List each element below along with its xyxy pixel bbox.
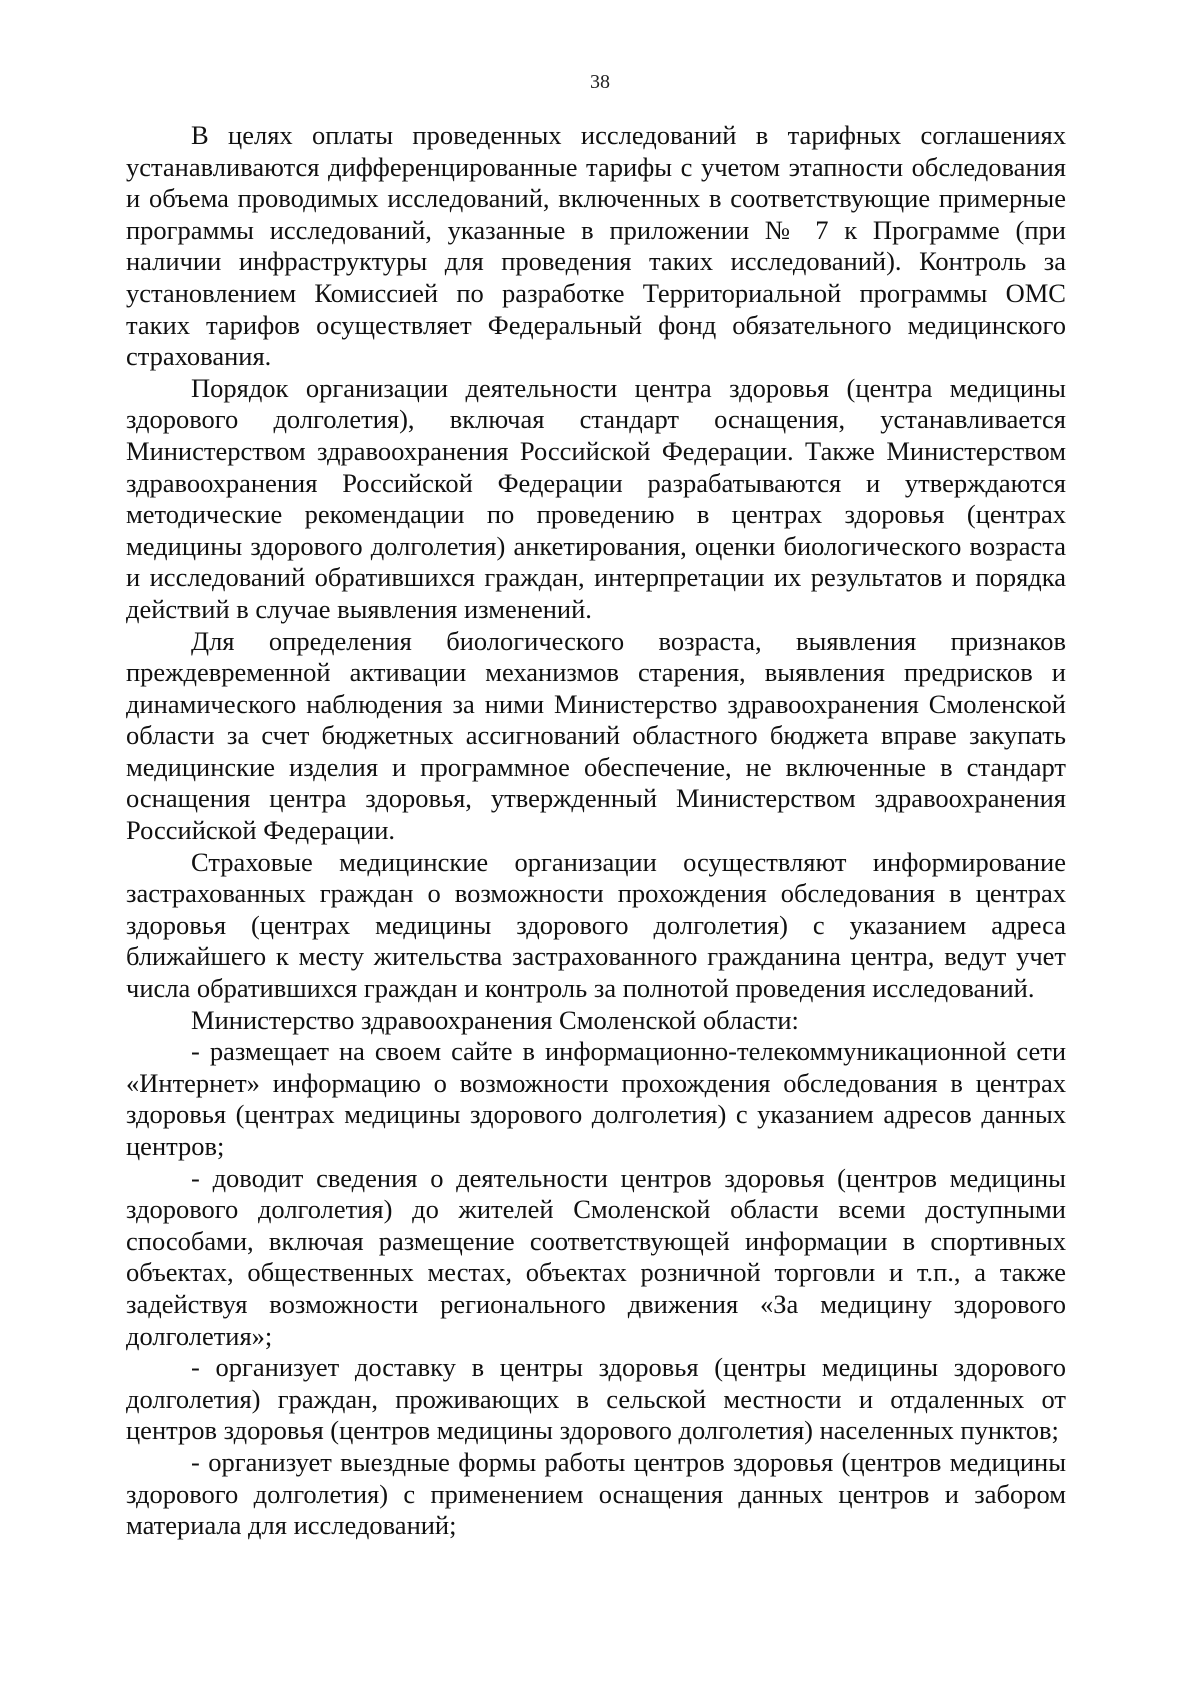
document-body [126,120,1066,1542]
paragraph-insurance-organizations: Страховые медицинские организации осуществляют информирование застрахованных граждан о возможности прохождения обследования в центрах здоровья (центрах медицины здорового долголетия) с указанием адреса ближайшего к месту жительства застрахованного гражданина центра, ведут учет числа обратившихся граждан и контроль за полнотой проведения исследований. [126,846,1066,1004]
page-number: 38 [590,71,610,93]
list-item: - организует выездные формы работы центров здоровья (центров медицины здорового долголетия) с применением оснащения данных центров и забором материала для исследований; [126,1446,1066,1541]
list-item: - организует доставку в центры здоровья (центры медицины здорового долголетия) граждан, проживающих в сельской местности и отдаленных от центров здоровья (центров медицины здорового долголетия) населенных пунктов; [126,1352,1066,1446]
paragraph-health-center-procedure: Порядок организации деятельности центра здоровья (центра медицины здорового долголетия), включая стандарт оснащения, устанавливается Министерством здравоохранения Российской Федерации. Также Министерством здравоохранения Российской Федерации разрабатываются и утверждаются методические рекомендации по проведению в центрах здоровья (центрах медицины здорового долголетия) анкетирования, оценки биологического возраста и исследований обратившихся граждан, интерпретации их результатов и порядка действий в случае выявления изменений. [126,372,1066,624]
list-item: - размещает на своем сайте в информационно-телекоммуникационной сети «Интернет» информацию о возможности прохождения обследования в центрах здоровья (центрах медицины здорового долголетия) с указанием адресов данных центров; [126,1036,1066,1161]
paragraph-tariffs: В целях оплаты проведенных исследований в тарифных соглашениях устанавливаются дифференцированные тарифы с учетом этапности обследования и объема проводимых исследований, включенных в соответствующие примерные программы исследований, указанные в приложении № 7 к Программе (при наличии инфраструктуры для проведения таких исследований). Контроль за установлением Комиссией по разработке Территориальной программы ОМС таких тарифов осуществляет Федеральный фонд обязательного медицинского страхования. [126,120,1066,372]
paragraph-biological-age: Для определения биологического возраста, выявления признаков преждевременной активации механизмов старения, выявления предрисков и динамического наблюдения за ними Министерство здравоохранения Смоленской области за счет бюджетных ассигнований областного бюджета вправе закупать медицинские изделия и программное обеспечение, не включенные в стандарт оснащения центра здоровья, утвержденный Министерством здравоохранения Российской Федерации. [126,625,1066,846]
list-item: - доводит сведения о деятельности центров здоровья (центров медицины здорового долголетия) до жителей Смоленской области всеми доступными способами, включая размещение соответствующей информации в спортивных объектах, общественных местах, объектах розничной торговли и т.п., а также задействуя возможности регионального движения «За медицину здорового долголетия»; [126,1162,1066,1351]
list-intro: Министерство здравоохранения Смоленской области: [191,1004,799,1035]
